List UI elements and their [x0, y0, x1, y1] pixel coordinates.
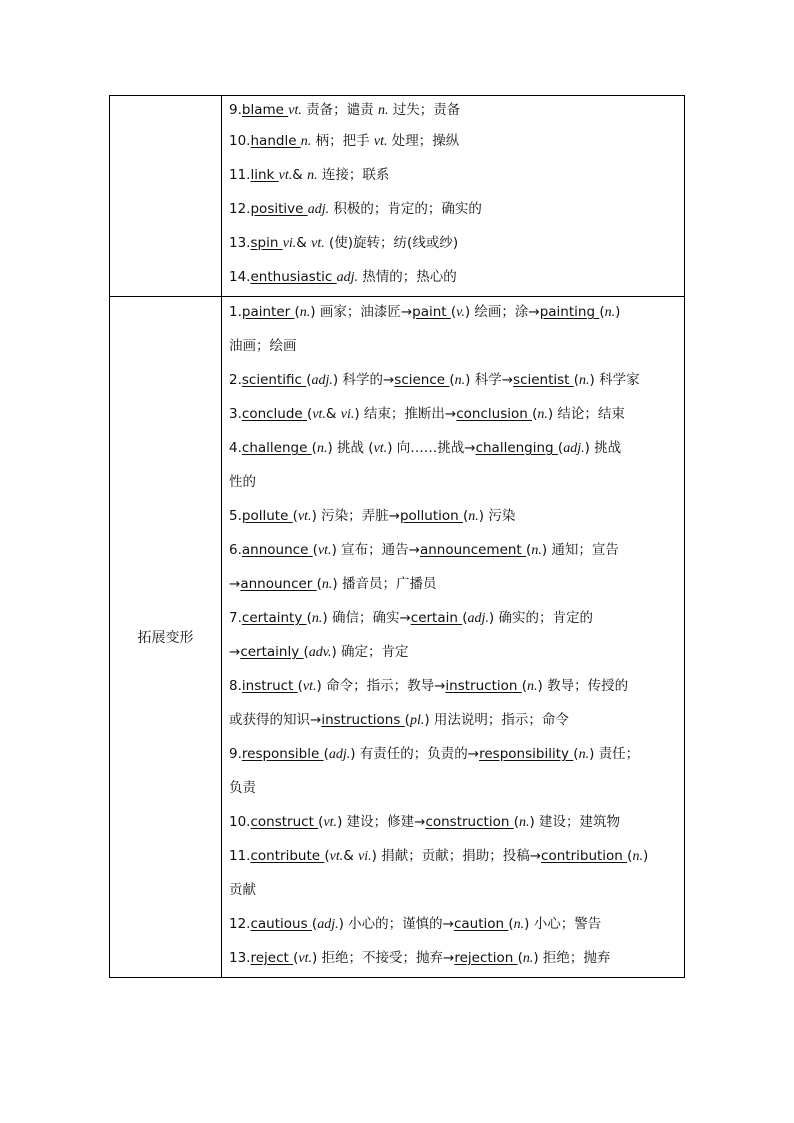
answer-word: announcer [240, 576, 317, 592]
answer-word: blame [241, 102, 289, 118]
entry-text: 热情的；热心的 [358, 269, 457, 285]
part-of-speech: n. [604, 305, 616, 320]
part-of-speech: n. [522, 951, 534, 966]
part-of-speech: n. [311, 611, 323, 626]
entry-text: ) 责任； [589, 746, 640, 762]
entry-text: 4. [229, 440, 242, 456]
entry-text: ( [293, 950, 299, 966]
answer-word: certainty [241, 610, 307, 626]
answer-word: link [250, 167, 279, 183]
answer-word: painting [539, 304, 600, 320]
entry-text: 7. [229, 610, 242, 626]
entry-text: ( [573, 372, 580, 388]
entry-line [229, 126, 678, 160]
derivation-cell [222, 297, 685, 978]
entry-text: ( [316, 576, 322, 592]
answer-word: rejection [454, 950, 518, 966]
entry-line [229, 297, 678, 331]
answer-word: caution [453, 916, 509, 932]
part-of-speech: vi. [340, 407, 355, 422]
entry-text: ( [303, 644, 309, 660]
section-label-empty [110, 96, 222, 297]
part-of-speech: n. [513, 917, 525, 932]
part-of-speech: vt. [373, 441, 388, 456]
entry-text: 责备；谴责 [301, 102, 378, 118]
entry-text: 9. [229, 102, 242, 118]
part-of-speech: n. [531, 543, 542, 558]
entry-text: ( [627, 848, 633, 864]
entry-text: ) 小心的；谨慎的→ [338, 916, 454, 932]
part-of-speech: n. [468, 509, 479, 524]
answer-word: pollute [241, 508, 293, 524]
answer-word: reject [250, 950, 294, 966]
entry-text: ) 建设；建筑物 [529, 814, 621, 830]
entry-text: ) 结束；推断出→ [354, 406, 457, 422]
answer-word: handle [250, 133, 301, 149]
answer-word: enthusiastic [250, 269, 337, 285]
entry-text: ( [306, 372, 312, 388]
entry-text: ( [318, 814, 324, 830]
entry-text: ( [312, 542, 318, 558]
entry-text: 负责 [229, 780, 256, 796]
entry-text: ( [508, 916, 514, 932]
entry-text: ) 小心；警告 [524, 916, 602, 932]
entry-text: ( [462, 610, 468, 626]
entry-text: ) 通知；宣告 [541, 542, 619, 558]
entry-text: & [343, 848, 359, 864]
part-of-speech: n. [579, 373, 590, 388]
entry-text: ( [526, 542, 532, 558]
entry-text: ) 确信；确实→ [322, 610, 411, 626]
part-of-speech: n. [377, 103, 389, 118]
part-of-speech: vt. [312, 407, 326, 422]
entry-text: ) 播音员；广播员 [332, 576, 437, 592]
entry-text: ) 用法说明；指示；命令 [424, 712, 569, 728]
entry-line [229, 228, 678, 262]
entry-text: ) 有责任的；负责的→ [350, 746, 480, 762]
entry-text: 3. [229, 406, 242, 422]
entry-text: 2. [229, 372, 242, 388]
entry-line [229, 603, 678, 637]
entry-text: ) 确定；肯定 [331, 644, 409, 660]
entry-text: → [229, 644, 241, 660]
entry-text: ( [513, 814, 519, 830]
entry-text: & [292, 167, 308, 183]
part-of-speech: n. [578, 747, 590, 762]
part-of-speech: vt. [311, 236, 325, 251]
entry-text: ) 确实的；肯定的 [488, 610, 593, 626]
part-of-speech: n. [537, 407, 548, 422]
section-label: 拓展变形 [110, 297, 222, 978]
part-of-speech: vt. [297, 509, 312, 524]
entry-text: ( [462, 508, 469, 524]
part-of-speech: vi. [358, 849, 372, 864]
answer-word: pollution [399, 508, 463, 524]
part-of-speech: vt. [317, 543, 332, 558]
entry-text: ( [404, 712, 410, 728]
entry-text: ) 建设；修建→ [337, 814, 426, 830]
entry-line [229, 671, 678, 705]
answer-word: challenge [241, 440, 312, 456]
answer-word: construction [425, 814, 514, 830]
entry-text: → [229, 576, 241, 592]
entry-line [229, 331, 678, 365]
entry-text: ( [532, 406, 538, 422]
part-of-speech: vt. [278, 168, 293, 183]
answer-word: science [394, 372, 450, 388]
entry-text: ) 命令；指示；教导→ [316, 678, 446, 694]
entry-line [229, 160, 678, 194]
entry-line [229, 909, 678, 943]
entry-text: ) 科学→ [465, 372, 514, 388]
entry-text: ) 污染；弄脏→ [311, 508, 400, 524]
answer-word: responsibility [479, 746, 574, 762]
answer-word: scientific [241, 372, 307, 388]
entry-text: 11. [229, 167, 251, 183]
entry-text: ) 科学家 [589, 372, 640, 388]
entry-line [229, 807, 678, 841]
entry-text: ) 向……挑战→ [387, 440, 476, 456]
part-of-speech: vt. [302, 679, 317, 694]
answer-word: paint [412, 304, 451, 320]
entry-text: ) 绘画；涂→ [464, 304, 540, 320]
entry-text: 贡献 [229, 882, 256, 898]
table-row [110, 297, 685, 978]
entry-text: 性的 [229, 474, 256, 490]
entry-text: 9. [229, 746, 242, 762]
entry-line [229, 535, 678, 569]
part-of-speech: vt. [298, 951, 312, 966]
entry-line [229, 501, 678, 535]
entry-text: 13. [229, 950, 251, 966]
answer-word: scientist [513, 372, 574, 388]
entry-text: 处理；操纵 [387, 133, 460, 149]
part-of-speech: adj. [467, 611, 489, 626]
entry-text: ( [292, 508, 298, 524]
entry-text: ( [324, 848, 330, 864]
entry-text: 11. [229, 848, 251, 864]
entry-line [229, 705, 678, 739]
entry-text: ) [642, 848, 649, 864]
entry-text: ) 科学的→ [332, 372, 395, 388]
answer-word: construct [250, 814, 319, 830]
entry-line [229, 875, 678, 909]
entry-line [229, 433, 678, 467]
part-of-speech: pl. [409, 713, 425, 728]
entry-text: 5. [229, 508, 242, 524]
entry-text: 8. [229, 678, 242, 694]
part-of-speech: n. [299, 305, 311, 320]
entry-text: 连接；联系 [317, 167, 390, 183]
answer-word: announce [241, 542, 313, 558]
entry-text: ( [323, 746, 329, 762]
entry-text: 1. [229, 304, 242, 320]
answer-word: positive [250, 201, 308, 217]
part-of-speech: n. [321, 577, 333, 592]
part-of-speech: adj. [307, 202, 330, 217]
entry-line [229, 399, 678, 433]
vocab-lines [229, 96, 678, 296]
part-of-speech: n. [518, 815, 530, 830]
entry-text: ) 挑战 ( [327, 440, 374, 456]
derivation-lines [229, 297, 678, 977]
entry-text: ) 污染 [478, 508, 516, 524]
vocab-cell [222, 96, 685, 297]
part-of-speech: v. [456, 305, 465, 320]
entry-text: & [296, 235, 312, 251]
entry-text: ( [294, 304, 300, 320]
entry-line [229, 194, 678, 228]
entry-text: ) 结论；结束 [547, 406, 625, 422]
part-of-speech: n. [527, 679, 538, 694]
entry-text: ( [297, 678, 303, 694]
entry-text: ) [615, 304, 621, 320]
part-of-speech: n. [316, 441, 328, 456]
entry-text: ( [311, 916, 318, 932]
part-of-speech: vt. [288, 103, 302, 118]
entry-text: (使)旋转；纺(线或纱) [324, 235, 459, 251]
part-of-speech: adj. [336, 270, 358, 285]
entry-text: ( [449, 372, 455, 388]
entry-line [229, 739, 678, 773]
part-of-speech: vi. [282, 236, 297, 251]
answer-word: instruction [445, 678, 522, 694]
entry-text: ) 拒绝；不接受；抛弃→ [312, 950, 455, 966]
entry-line [229, 96, 678, 126]
answer-word: contribute [250, 848, 325, 864]
entry-line [229, 262, 678, 296]
entry-text: ( [517, 950, 523, 966]
answer-word: contribution [541, 848, 628, 864]
entry-text: 积极的；肯定的；确实的 [329, 201, 482, 217]
entry-text: ( [557, 440, 564, 456]
part-of-speech: adj. [317, 917, 339, 932]
answer-word: instructions [321, 712, 405, 728]
entry-text: ( [521, 678, 528, 694]
answer-word: challenging [475, 440, 558, 456]
entry-text: ( [450, 304, 457, 320]
entry-text: ( [307, 406, 313, 422]
entry-text: 柄；把手 [311, 133, 374, 149]
entry-text: ) 画家；油漆匠→ [310, 304, 413, 320]
answer-word: conclusion [456, 406, 533, 422]
part-of-speech: n. [454, 373, 466, 388]
part-of-speech: adv. [308, 645, 332, 660]
entry-text: 13. [229, 235, 251, 251]
entry-line [229, 773, 678, 807]
part-of-speech: adj. [328, 747, 351, 762]
answer-word: certain [410, 610, 463, 626]
entry-text: ) 教导；传授的 [537, 678, 629, 694]
answer-word: conclude [241, 406, 308, 422]
entry-line [229, 365, 678, 399]
part-of-speech: n. [300, 134, 312, 149]
entry-text: ( [311, 440, 317, 456]
entry-text: ( [599, 304, 605, 320]
part-of-speech: n. [307, 168, 318, 183]
entry-line [229, 841, 678, 875]
entry-text: ) 宣布；通告→ [331, 542, 420, 558]
entry-line [229, 467, 678, 501]
entry-text: 12. [229, 916, 251, 932]
part-of-speech: adj. [563, 441, 585, 456]
entry-text: ) 捐献；贡献；捐助；投稿→ [371, 848, 542, 864]
entry-line [229, 569, 678, 603]
answer-word: instruct [241, 678, 298, 694]
entry-text: 6. [229, 542, 242, 558]
table-row [110, 96, 685, 297]
entry-line [229, 637, 678, 671]
entry-text: ) 挑战 [584, 440, 622, 456]
answer-word: spin [250, 235, 283, 251]
entry-text: & [325, 406, 341, 422]
answer-word: responsible [241, 746, 324, 762]
answer-word: cautious [250, 916, 312, 932]
entry-text: 14. [229, 269, 251, 285]
entry-line [229, 943, 678, 977]
answer-word: painter [241, 304, 295, 320]
part-of-speech: vt. [323, 815, 338, 830]
part-of-speech: adj. [311, 373, 333, 388]
answer-word: certainly [240, 644, 304, 660]
entry-text: ( [573, 746, 579, 762]
entry-text: 12. [229, 201, 251, 217]
entry-text: ) 拒绝；抛弃 [533, 950, 611, 966]
part-of-speech: vt. [329, 849, 344, 864]
entry-text: 过失；责备 [388, 102, 461, 118]
entry-text: 或获得的知识→ [229, 712, 322, 728]
entry-text: 10. [229, 814, 251, 830]
part-of-speech: vt. [373, 134, 388, 149]
answer-word: announcement [419, 542, 527, 558]
entry-text: ( [306, 610, 312, 626]
part-of-speech: n. [632, 849, 643, 864]
vocabulary-table [109, 95, 685, 978]
entry-text: 10. [229, 133, 251, 149]
entry-text: 油画；绘画 [229, 338, 297, 354]
